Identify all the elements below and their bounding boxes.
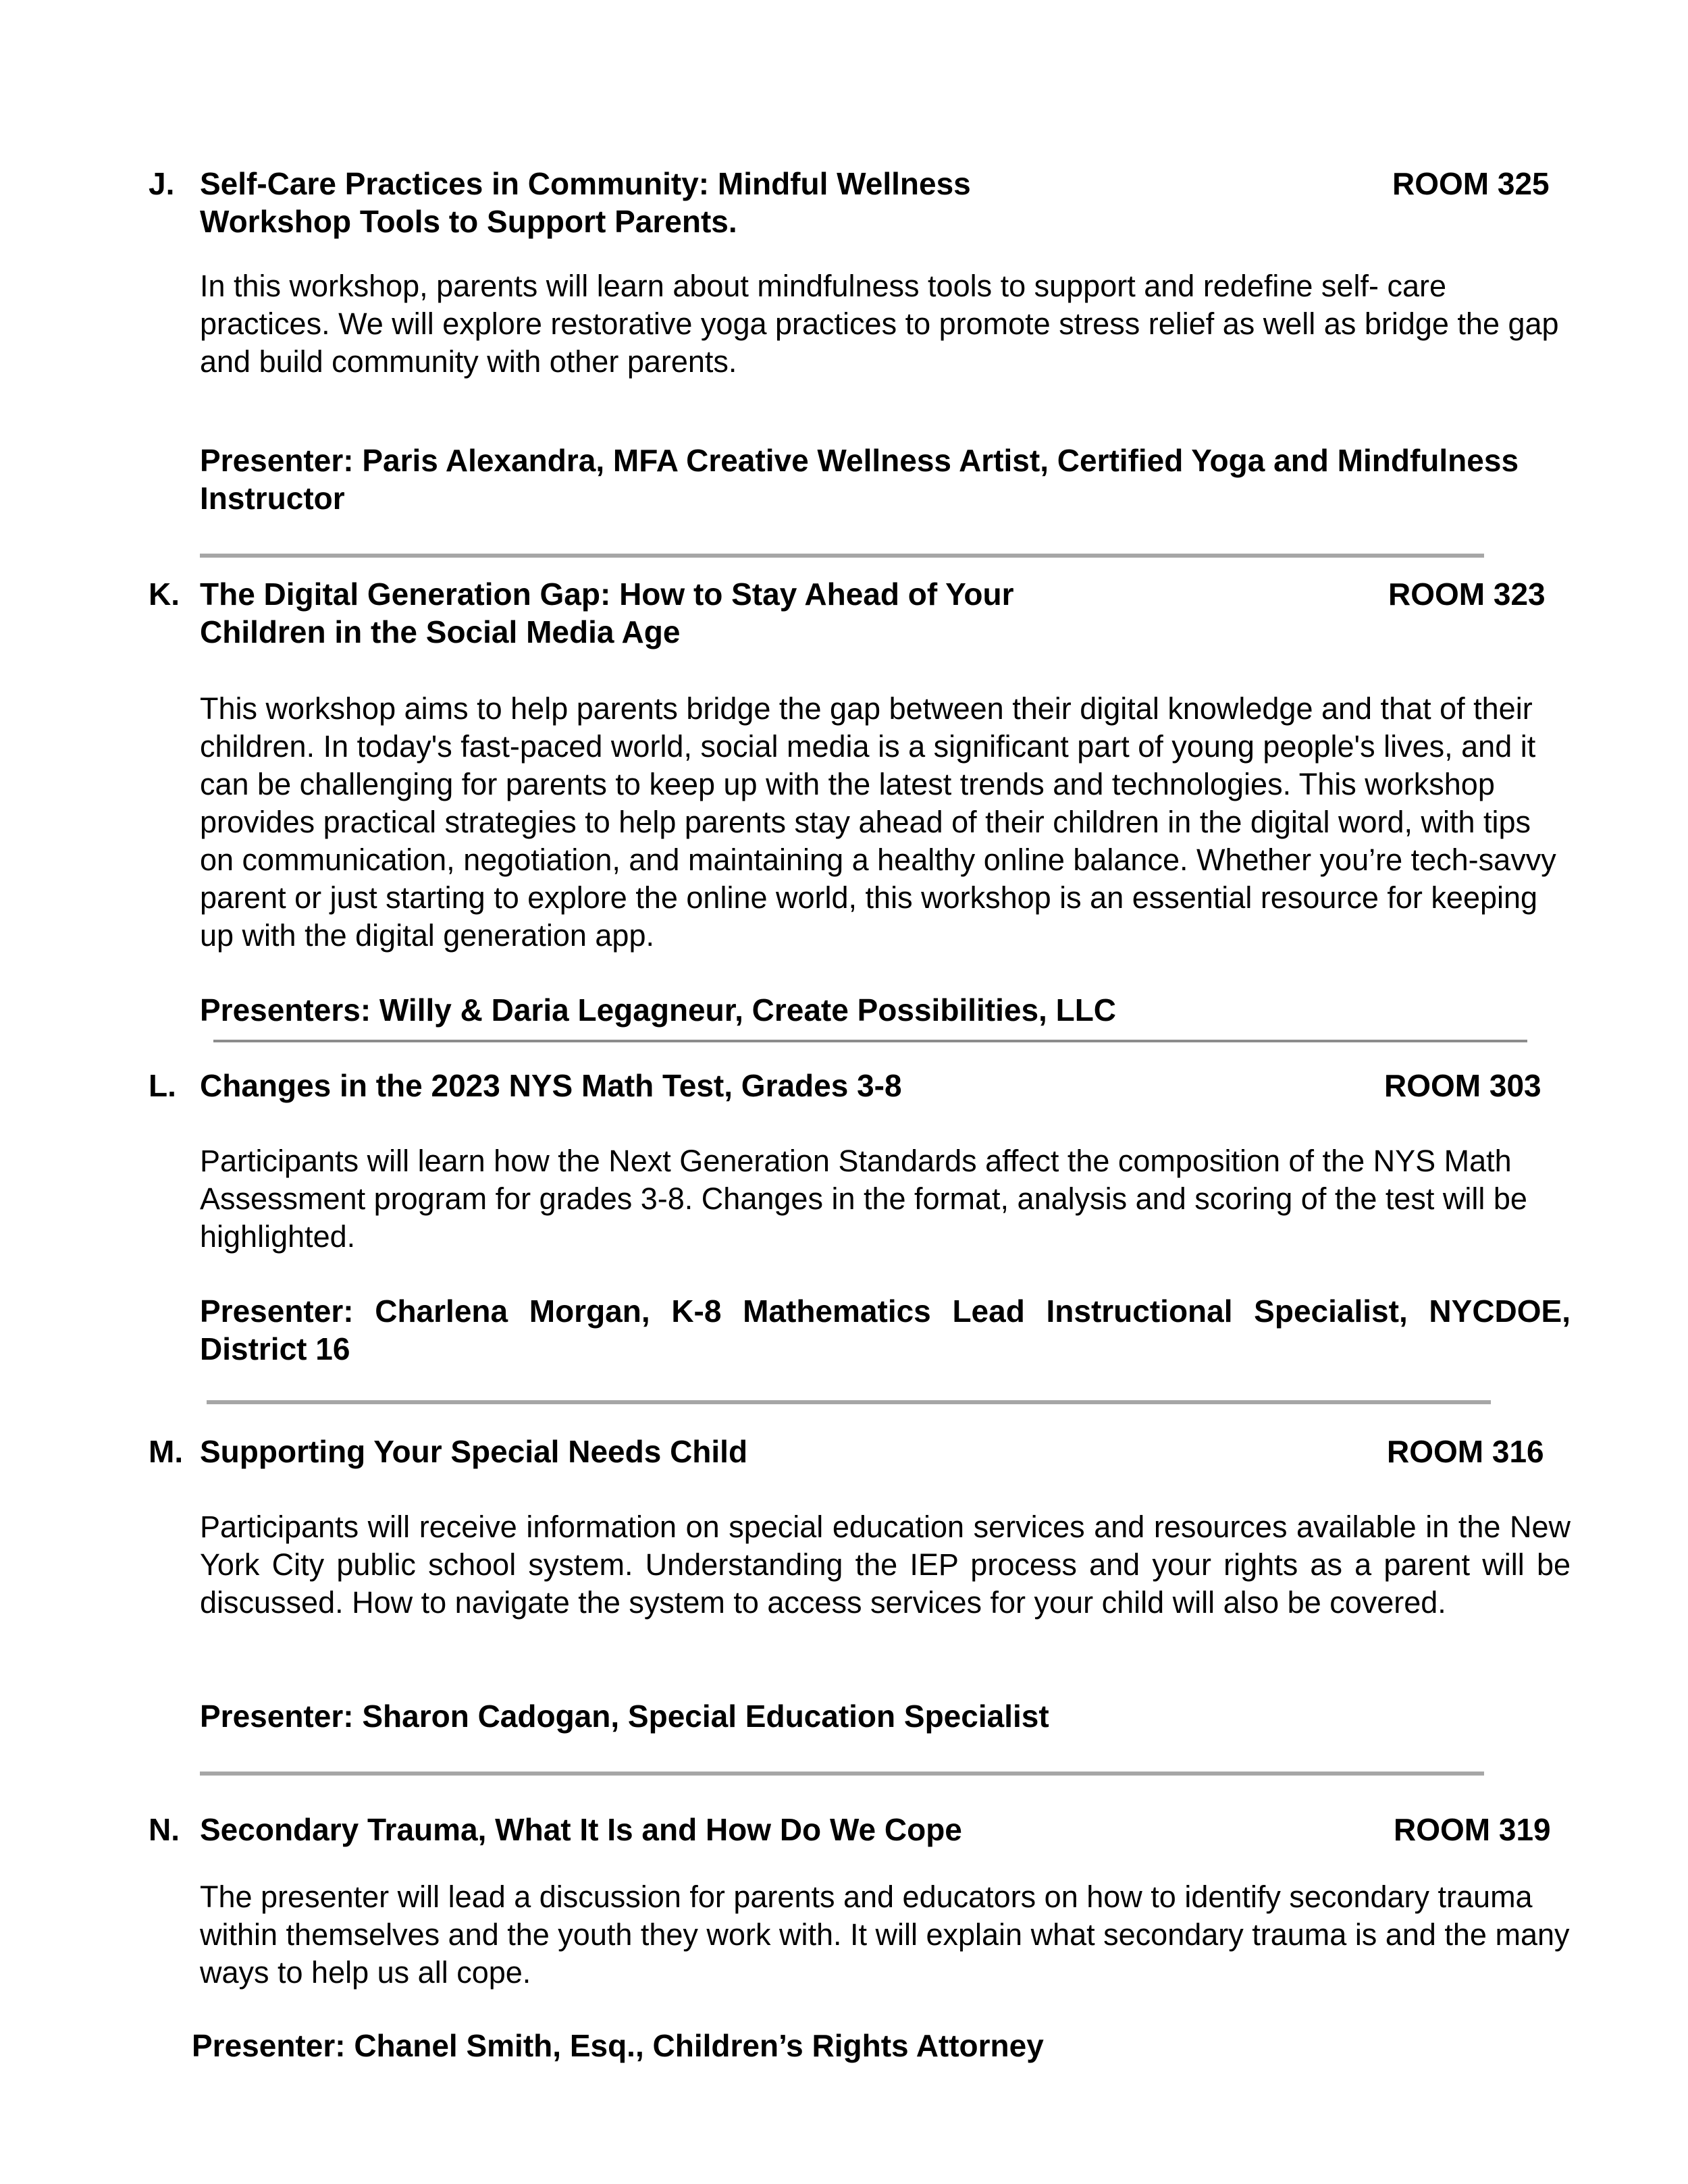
workshop-letter: M.	[149, 1434, 184, 1469]
workshop-title: Secondary Trauma, What It Is and How Do We Cope	[200, 1812, 962, 1847]
section-divider	[200, 1772, 1484, 1776]
workshop-presenter: Presenter: Charlena Morgan, K-8 Mathematics Lead Instructional Specialist, NYCDOE, District 16	[200, 1294, 1571, 1366]
workshop-description: This workshop aims to help parents bridge the gap between their digital knowledge and that of their children. In today's fast-paced world, social media is a significant part of young people's lives, and it can be challenging for parents to keep up with the latest trends and technologies. This workshop provides practical strategies to help parents stay ahead of their children in the digital word, with tips on communication, negotiation, and maintaining a healthy online balance. Whether you’re tech-savvy parent or just starting to explore the online world, this workshop is an essential resource for keeping up with the digital generation app.	[200, 691, 1556, 953]
workshop-description: The presenter will lead a discussion for parents and educators on how to identify secondary trauma within themselves and the youth they work with. It will explain what secondary trauma is and the many ways to help us all cope.	[200, 1880, 1570, 1990]
workshop-letter: L.	[149, 1068, 176, 1103]
workshop-presenter: Presenters: Willy & Daria Legagneur, Create Possibilities, LLC	[200, 992, 1117, 1028]
section-divider	[207, 1400, 1491, 1404]
workshop-letter: K.	[149, 577, 180, 612]
section-divider	[200, 554, 1484, 558]
workshop-presenter: Presenter: Paris Alexandra, MFA Creative Wellness Artist, Certified Yoga and Mindfulness Instructor	[200, 443, 1519, 516]
workshop-description: In this workshop, parents will learn about mindfulness tools to support and redefine self- care practices. We will explore restorative yoga practices to promote stress relief as well as bridge the gap and build community with other parents.	[200, 269, 1559, 379]
section-divider	[213, 1040, 1527, 1042]
workshop-presenter: Presenter: Sharon Cadogan, Special Education Specialist	[200, 1699, 1049, 1734]
workshop-description: Participants will learn how the Next Generation Standards affect the composition of the NYS Math Assessment program for grades 3-8. Changes in the format, analysis and scoring of the test will be highlighted.	[200, 1144, 1527, 1254]
workshop-room: ROOM 323	[1388, 577, 1546, 612]
workshop-room: ROOM 303	[1384, 1068, 1541, 1103]
workshop-room: ROOM 316	[1387, 1434, 1544, 1469]
workshop-letter: N.	[149, 1812, 180, 1847]
workshop-room: ROOM 325	[1392, 166, 1550, 201]
workshop-letter: J.	[149, 166, 175, 201]
workshop-title: The Digital Generation Gap: How to Stay Ahead of Your Children in the Social Media Age	[200, 577, 1014, 649]
workshop-title: Self-Care Practices in Community: Mindful Wellness Workshop Tools to Support Parents.	[200, 166, 971, 239]
workshop-presenter: Presenter: Chanel Smith, Esq., Children’s Rights Attorney	[192, 2028, 1044, 2063]
workshop-room: ROOM 319	[1394, 1812, 1551, 1847]
workshop-description: Participants will receive information on special education services and resources available in the New York City public school system. Understanding the IEP process and your rights as a parent will be discussed. How to navigate the system to access services for your child will also be covered.	[200, 1510, 1571, 1620]
workshop-title: Changes in the 2023 NYS Math Test, Grades 3-8	[200, 1068, 902, 1103]
workshop-title: Supporting Your Special Needs Child	[200, 1434, 748, 1469]
